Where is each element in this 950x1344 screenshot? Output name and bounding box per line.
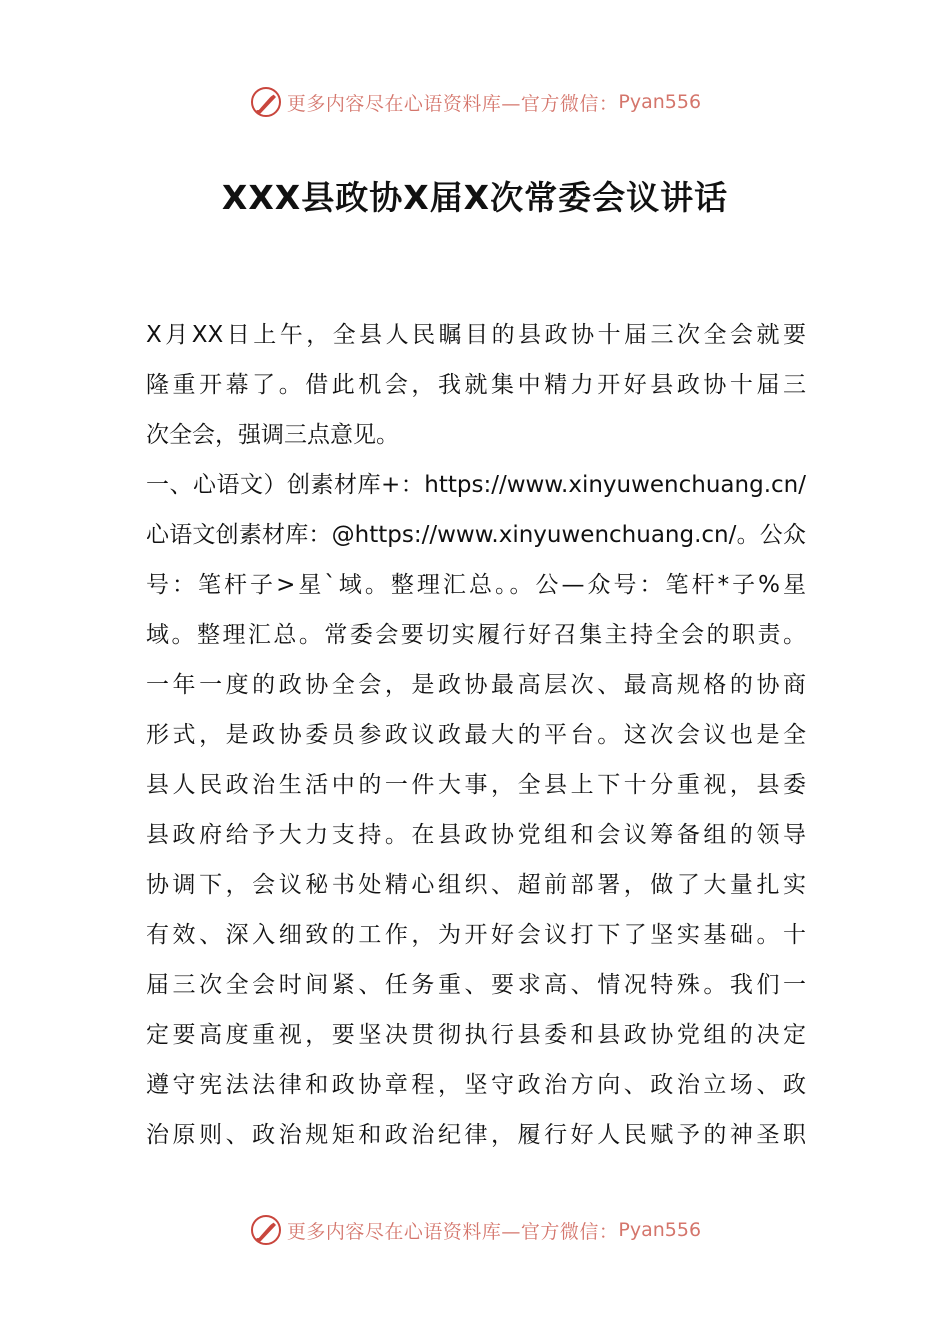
body-line: 协调下，会议秘书处精心组织、超前部署，做了大量扎实 [146, 872, 806, 898]
body-line: 形式，是政协委员参政议政最大的平台。这次会议也是全 [146, 722, 806, 748]
banner-contact: Pyan556 [618, 1219, 702, 1241]
body-line: 县人民政治生活中的一件大事，全县上下十分重视，县委 [146, 772, 806, 798]
banner-text: 更多内容尽在心语资料库—官方微信： [286, 92, 619, 115]
header-watermark-banner [0, 80, 950, 124]
body-line: 次全会，强调三点意见。 [146, 422, 399, 448]
quill-logo-icon [249, 1213, 283, 1247]
banner-contact: Pyan556 [618, 91, 702, 113]
body-line: 有效、深入细致的工作，为开好会议打下了坚实基础。十 [146, 922, 806, 948]
body-line: 域。整理汇总。常委会要切实履行好召集主持全会的职责。 [146, 622, 806, 648]
body-line: 心语文创素材库：@https://www.xinyuwenchuang.cn/。公众 [146, 522, 806, 548]
document-body [146, 310, 806, 1160]
body-line: 一年一度的政协全会，是政协最高层次、最高规格的协商 [146, 672, 806, 698]
body-line: 届三次全会时间紧、任务重、要求高、情况特殊。我们一 [146, 972, 806, 998]
body-line: 隆重开幕了。借此机会，我就集中精力开好县政协十届三 [146, 372, 806, 398]
body-line: 定要高度重视，要坚决贯彻执行县委和县政协党组的决定 [146, 1022, 806, 1048]
body-line: 县政府给予大力支持。在县政协党组和会议筹备组的领导 [146, 822, 806, 848]
body-line: X月XX日上午，全县人民瞩目的县政协十届三次全会就要 [146, 322, 806, 348]
document-title: XXX县政协X届X次常委会议讲话 [221, 178, 729, 217]
banner-text: 更多内容尽在心语资料库—官方微信： [286, 1220, 619, 1243]
quill-logo-icon [249, 85, 283, 119]
body-line: 号：笔杆子>星`域。整理汇总。。公—众号：笔杆*子%星 [146, 572, 806, 598]
footer-watermark-banner [0, 1208, 950, 1252]
body-line: 遵守宪法法律和政协章程，坚守政治方向、政治立场、政 [146, 1072, 806, 1098]
body-line: 一、心语文）创素材库+：https://www.xinyuwenchuang.cn/ [146, 472, 806, 498]
body-line: 治原则、政治规矩和政治纪律，履行好人民赋予的神圣职 [146, 1122, 806, 1148]
